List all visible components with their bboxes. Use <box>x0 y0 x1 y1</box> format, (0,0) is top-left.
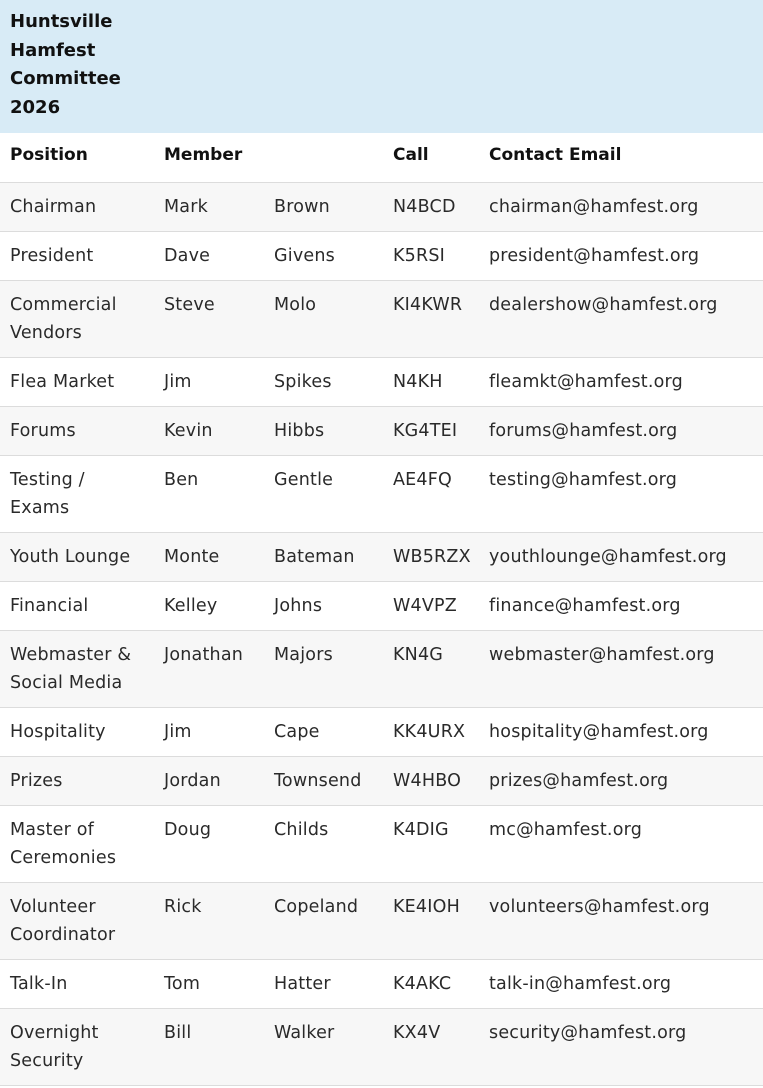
cell-first-name: Monte <box>154 532 264 581</box>
cell-first-name: Jim <box>154 357 264 406</box>
cell-last-name: Gentle <box>264 455 383 532</box>
column-header-position: Position <box>0 133 154 182</box>
cell-position: Overnight Security <box>0 1008 154 1085</box>
cell-last-name: Majors <box>264 630 383 707</box>
column-header-call: Call <box>383 133 479 182</box>
cell-last-name: Johns <box>264 581 383 630</box>
email-link[interactable]: mc@hamfest.org <box>489 819 643 840</box>
cell-email <box>479 532 763 581</box>
column-header-member: Member <box>154 133 383 182</box>
cell-email <box>479 280 763 357</box>
table-title: Huntsville Hamfest Committee 2026 <box>10 11 121 118</box>
cell-callsign: KN4G <box>383 630 479 707</box>
table-row <box>0 805 763 882</box>
cell-callsign: KI4KWR <box>383 280 479 357</box>
table-row <box>0 182 763 231</box>
cell-callsign: N4BCD <box>383 182 479 231</box>
cell-callsign: KG4TEI <box>383 406 479 455</box>
cell-last-name: Givens <box>264 231 383 280</box>
table-row <box>0 455 763 532</box>
cell-email <box>479 707 763 756</box>
cell-position: Talk-In <box>0 959 154 1008</box>
cell-email <box>479 455 763 532</box>
cell-email <box>479 182 763 231</box>
email-link[interactable]: volunteers@hamfest.org <box>489 896 710 917</box>
cell-callsign: K4DIG <box>383 805 479 882</box>
cell-first-name: Kevin <box>154 406 264 455</box>
cell-position: Commercial Vendors <box>0 280 154 357</box>
table-row <box>0 280 763 357</box>
table-row <box>0 882 763 959</box>
cell-position: Testing / Exams <box>0 455 154 532</box>
table-row <box>0 231 763 280</box>
cell-last-name: Bateman <box>264 532 383 581</box>
email-link[interactable]: youthlounge@hamfest.org <box>489 546 727 567</box>
cell-position: Webmaster & Social Media <box>0 630 154 707</box>
cell-position: Financial <box>0 581 154 630</box>
cell-first-name: Mark <box>154 182 264 231</box>
cell-position: Master of Ceremonies <box>0 805 154 882</box>
cell-last-name: Hibbs <box>264 406 383 455</box>
table-row <box>0 630 763 707</box>
table-row <box>0 406 763 455</box>
table-body <box>0 182 763 1085</box>
cell-position: Flea Market <box>0 357 154 406</box>
cell-email <box>479 630 763 707</box>
cell-email <box>479 1008 763 1085</box>
table-row <box>0 756 763 805</box>
cell-first-name: Bill <box>154 1008 264 1085</box>
cell-last-name: Hatter <box>264 959 383 1008</box>
table-row <box>0 357 763 406</box>
email-link[interactable]: forums@hamfest.org <box>489 420 678 441</box>
table-row <box>0 1008 763 1085</box>
email-link[interactable]: testing@hamfest.org <box>489 469 678 490</box>
cell-email <box>479 581 763 630</box>
cell-email <box>479 406 763 455</box>
email-link[interactable]: hospitality@hamfest.org <box>489 721 709 742</box>
cell-first-name: Doug <box>154 805 264 882</box>
cell-email <box>479 805 763 882</box>
cell-first-name: Ben <box>154 455 264 532</box>
cell-position: Youth Lounge <box>0 532 154 581</box>
cell-callsign: K4AKC <box>383 959 479 1008</box>
cell-callsign: AE4FQ <box>383 455 479 532</box>
cell-first-name: Tom <box>154 959 264 1008</box>
cell-position: Hospitality <box>0 707 154 756</box>
cell-position: President <box>0 231 154 280</box>
cell-position: Forums <box>0 406 154 455</box>
email-link[interactable]: security@hamfest.org <box>489 1022 687 1043</box>
cell-callsign: W4HBO <box>383 756 479 805</box>
cell-callsign: WB5RZX <box>383 532 479 581</box>
cell-email <box>479 882 763 959</box>
cell-first-name: Jordan <box>154 756 264 805</box>
email-link[interactable]: prizes@hamfest.org <box>489 770 669 791</box>
cell-position: Volunteer Coordinator <box>0 882 154 959</box>
table-title-cell <box>0 0 763 133</box>
column-header-email: Contact Email <box>479 133 763 182</box>
cell-first-name: Jim <box>154 707 264 756</box>
cell-first-name: Jonathan <box>154 630 264 707</box>
cell-email <box>479 959 763 1008</box>
table-row <box>0 959 763 1008</box>
cell-last-name: Brown <box>264 182 383 231</box>
email-link[interactable]: dealershow@hamfest.org <box>489 294 718 315</box>
cell-last-name: Spikes <box>264 357 383 406</box>
cell-callsign: K5RSI <box>383 231 479 280</box>
table-row <box>0 707 763 756</box>
email-link[interactable]: webmaster@hamfest.org <box>489 644 715 665</box>
cell-callsign: KK4URX <box>383 707 479 756</box>
cell-first-name: Rick <box>154 882 264 959</box>
cell-last-name: Walker <box>264 1008 383 1085</box>
cell-position: Prizes <box>0 756 154 805</box>
cell-last-name: Molo <box>264 280 383 357</box>
cell-last-name: Cape <box>264 707 383 756</box>
email-link[interactable]: finance@hamfest.org <box>489 595 681 616</box>
email-link[interactable]: chairman@hamfest.org <box>489 196 699 217</box>
cell-last-name: Townsend <box>264 756 383 805</box>
cell-first-name: Steve <box>154 280 264 357</box>
cell-callsign: KX4V <box>383 1008 479 1085</box>
cell-last-name: Childs <box>264 805 383 882</box>
cell-first-name: Kelley <box>154 581 264 630</box>
cell-email <box>479 357 763 406</box>
table-title-row <box>0 0 763 133</box>
cell-first-name: Dave <box>154 231 264 280</box>
cell-last-name: Copeland <box>264 882 383 959</box>
cell-callsign: KE4IOH <box>383 882 479 959</box>
table-row <box>0 581 763 630</box>
table-header-row <box>0 133 763 182</box>
cell-callsign: N4KH <box>383 357 479 406</box>
email-link[interactable]: fleamkt@hamfest.org <box>489 371 683 392</box>
cell-email <box>479 756 763 805</box>
table-row <box>0 532 763 581</box>
cell-email <box>479 231 763 280</box>
cell-position: Chairman <box>0 182 154 231</box>
cell-callsign: W4VPZ <box>383 581 479 630</box>
email-link[interactable]: president@hamfest.org <box>489 245 700 266</box>
email-link[interactable]: talk-in@hamfest.org <box>489 973 672 994</box>
